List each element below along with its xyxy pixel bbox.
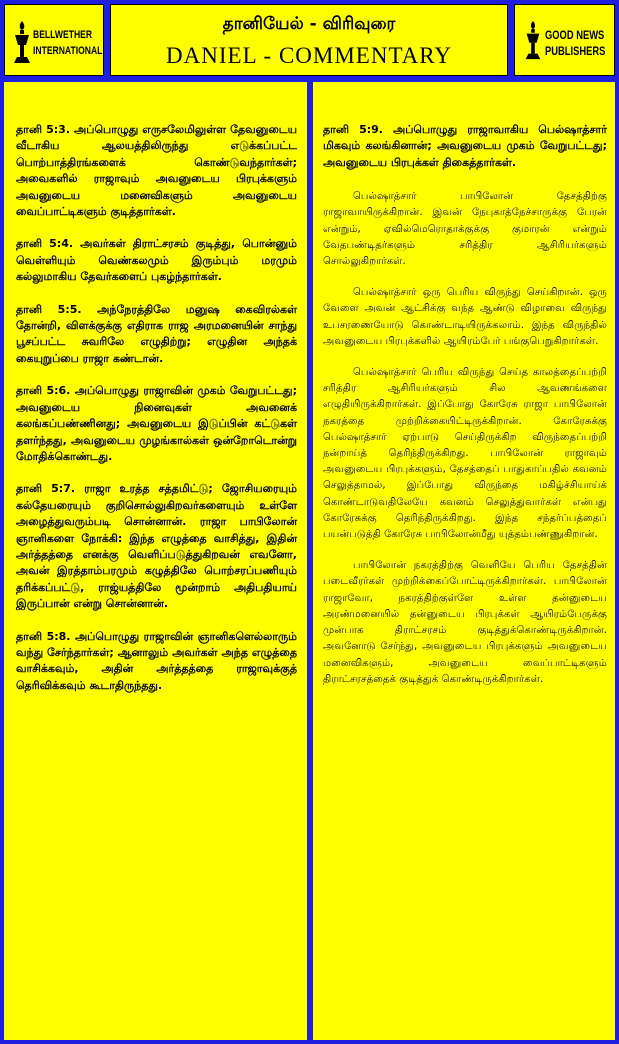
logo-right-line1: GOOD NEWS [545, 28, 605, 42]
verse-5-3: தானி 5:3. அப்பொழுது எருசலேமிலுள்ள தேவனுடைய வீடாகிய ஆலயத்திலிருந்து எடுக்கப்பட்ட பொற்பாத்திரங்களைக் கொண்டுவந்தார்கள்; அவைகளில் ராஜாவும் அவனுடைய பிரபுக்களும் அவனுடைய மனைவிகளும் அவனுடைய வைப்பாட்டிகளும் குடித்தார்கள். [16, 123, 297, 219]
verse-5-4: தானி 5:4. அவர்கள் திராட்சரசம் குடித்து, பொன்னும் வெள்ளியும் வெண்கலமும் இரும்பும் மரமும் கல்லுமாகிய தேவர்களைப் புகழ்ந்தார்கள். [16, 237, 297, 284]
verse-5-7: தானி 5:7. ராஜா உரத்த சத்தமிட்டு; ஜோசியரையும் கல்தேயரையும் குறிசொல்லுகிறவர்களையும் உள்ளே அழைத்துவரும்படி சொன்னான். ராஜா பாபிலோன் ஞானிகளை நோக்கி: இந்த எழுத்தை வாசித்து, இதின் அர்த்தத்தை எனக்கு வெளிப்படுத்துகிறவன் எவனோ, அவன் இரத்தாம்பரமும் கழுத்திலே பொற்சரப்பணியும் தரிக்கப்பட்டு, ராஜ்யத்திலே மூன்றாம் அதிபதியாய் இருப்பான் என்று சொன்னான். [16, 482, 297, 611]
lamp-icon [523, 17, 543, 63]
logo-left-line1: BELLWETHER [33, 29, 93, 41]
logo-left-line2: INTERNATIONAL [33, 45, 103, 57]
logo-right-line2: PUBLISHERS [545, 44, 606, 58]
bellwether-logo [4, 4, 104, 76]
lamp-icon [11, 19, 33, 65]
commentary-paragraph-2: பெல்ஷாத்சார் ஒரு பெரிய விருந்து செய்கிறான். ஒரு வேளை அவன் ஆட்சிக்கு வந்த ஆண்டு விழாவை விருந்து உபசரணையோடு கொண்டாடியிருக்கலாம். இந்த விருந்தில் அவனுடைய பிரபுக்களில் ஆயிரம்பேர் பங்குபெறுகிறார்கள். [323, 287, 607, 347]
header-title [110, 4, 508, 76]
right-column [313, 82, 615, 1040]
verse-5-8: தானி 5:8. அப்பொழுது ராஜாவின் ஞானிகளெல்லாரும் வந்து சேர்ந்தார்கள்; ஆனாலும் அவர்கள் அந்த எழுத்தை வாசிக்கவும், அதின் அர்த்தத்தை ராஜாவுக்குத் தெரிவிக்கவும் கூடாதிருந்தது. [16, 629, 297, 692]
title-tamil: தானியேல் - விரிவுரை [222, 14, 396, 34]
verse-5-6: தானி 5:6. அப்பொழுது ராஜாவின் முகம் வேறுபட்டது; அவனுடைய நினைவுகள் அவனைக் கலங்கப்பண்ணினது; அவனுடைய இடுப்பின் கட்டுகள் தளர்ந்தது, அவனுடைய முழங்கால்கள் ஒன்றோடொன்று மோதிக்கொண்டது. [16, 384, 297, 463]
good-news-publishers-logo [514, 4, 615, 76]
verse-5-9: தானி 5:9. அப்பொழுது ராஜாவாகிய பெல்ஷாத்சார் மிகவும் கலங்கினான்; அவனுடைய முகம் வேறுபட்டது; அவனுடைய பிரபுக்கள் திகைத்தார்கள். [323, 123, 607, 169]
title-english: DANIEL - COMMENTARY [166, 43, 452, 68]
commentary-paragraph-1: பெல்ஷாத்சார் பாபிலோன் தேசத்திற்கு ராஜாவாயிருக்கிறான். இவன் நேபுகாத்நேச்சாருக்கு பேரன் என்றும், ஏவில்மெரொதாக்குக்கு குமாரன் என்றும் வேதபண்டிதர்களும் சரித்திர ஆசிரியர்களும் சொல்லுகிறார்கள். [323, 191, 607, 268]
verse-5-5: தானி 5:5. அந்நேரத்திலே மனுஷ கைவிரல்கள் தோன்றி, விளக்குக்கு எதிராக ராஜ அரமனையின் சாந்து பூசப்பட்ட சுவரிலே எழுதிற்று; எழுதின அந்தக் கையுறுப்பை ராஜா கண்டான். [16, 302, 297, 365]
commentary-paragraph-4: பாபிலோன் நகரத்திற்கு வெளியே பெரிய தேசத்தின் படைவீரர்கள் முற்றிக்கைப்போட்டிருக்கிறார்கள். பாபிலோன் ராஜாவோ, நகரத்திற்குள்ளே உள்ள தன்னுடைய அரண்மனையில் தன்னுடைய பிரபுக்கள் ஆயிரம்பேருக்கு முன்பாக திராட்சரசம் குடித்துக்கொண்டிருக்கிறான். அவனோடு சேர்ந்து, அவனுடைய பிரபுக்களும் அவனுடைய மனைவிகளும், அவனுடைய வைப்பாட்டிகளும் திராட்சரசத்தைக் குடித்துக் கொண்டிருக்கிறார்கள். [323, 560, 607, 685]
left-column [4, 82, 307, 1040]
commentary-paragraph-3: பெல்ஷாத்சார் பெரிய விருந்து செய்த காலத்தைப்பற்றி சரித்திர ஆசிரியர்களும் சில ஆவணங்களை எழுதியிருக்கிறார்கள். இப்போது கோரேசு ராஜா பாபிலோன் நகரத்தை முற்றிக்கையிட்டிருக்கிறான். கோரேசுக்கு பெல்ஷாத்சார் ஏற்பாடு செய்திருக்கிற விருந்தைப்பற்றி நன்றாய்த் தெரிந்திருக்கிறது. பாபிலோன் ராஜாவும் அவனுடைய பிரபுக்களும், தேசத்தைப் பாதுகாப்பதில் கவனம் செலுத்தாமல், இப்போது விருந்தை மகிழ்ச்சியாய்க் கொண்டாடுவதிலேயே கவனம் செலுத்துவார்கள் என்பது கோரேசுக்கு தெரிந்திருக்கிறது. இந்த சந்தர்ப்பத்தைப் பயன்படுத்தி கோரேசு பாபிலோன்மீது யுத்தம்பண்ணுகிறான். [323, 367, 607, 541]
